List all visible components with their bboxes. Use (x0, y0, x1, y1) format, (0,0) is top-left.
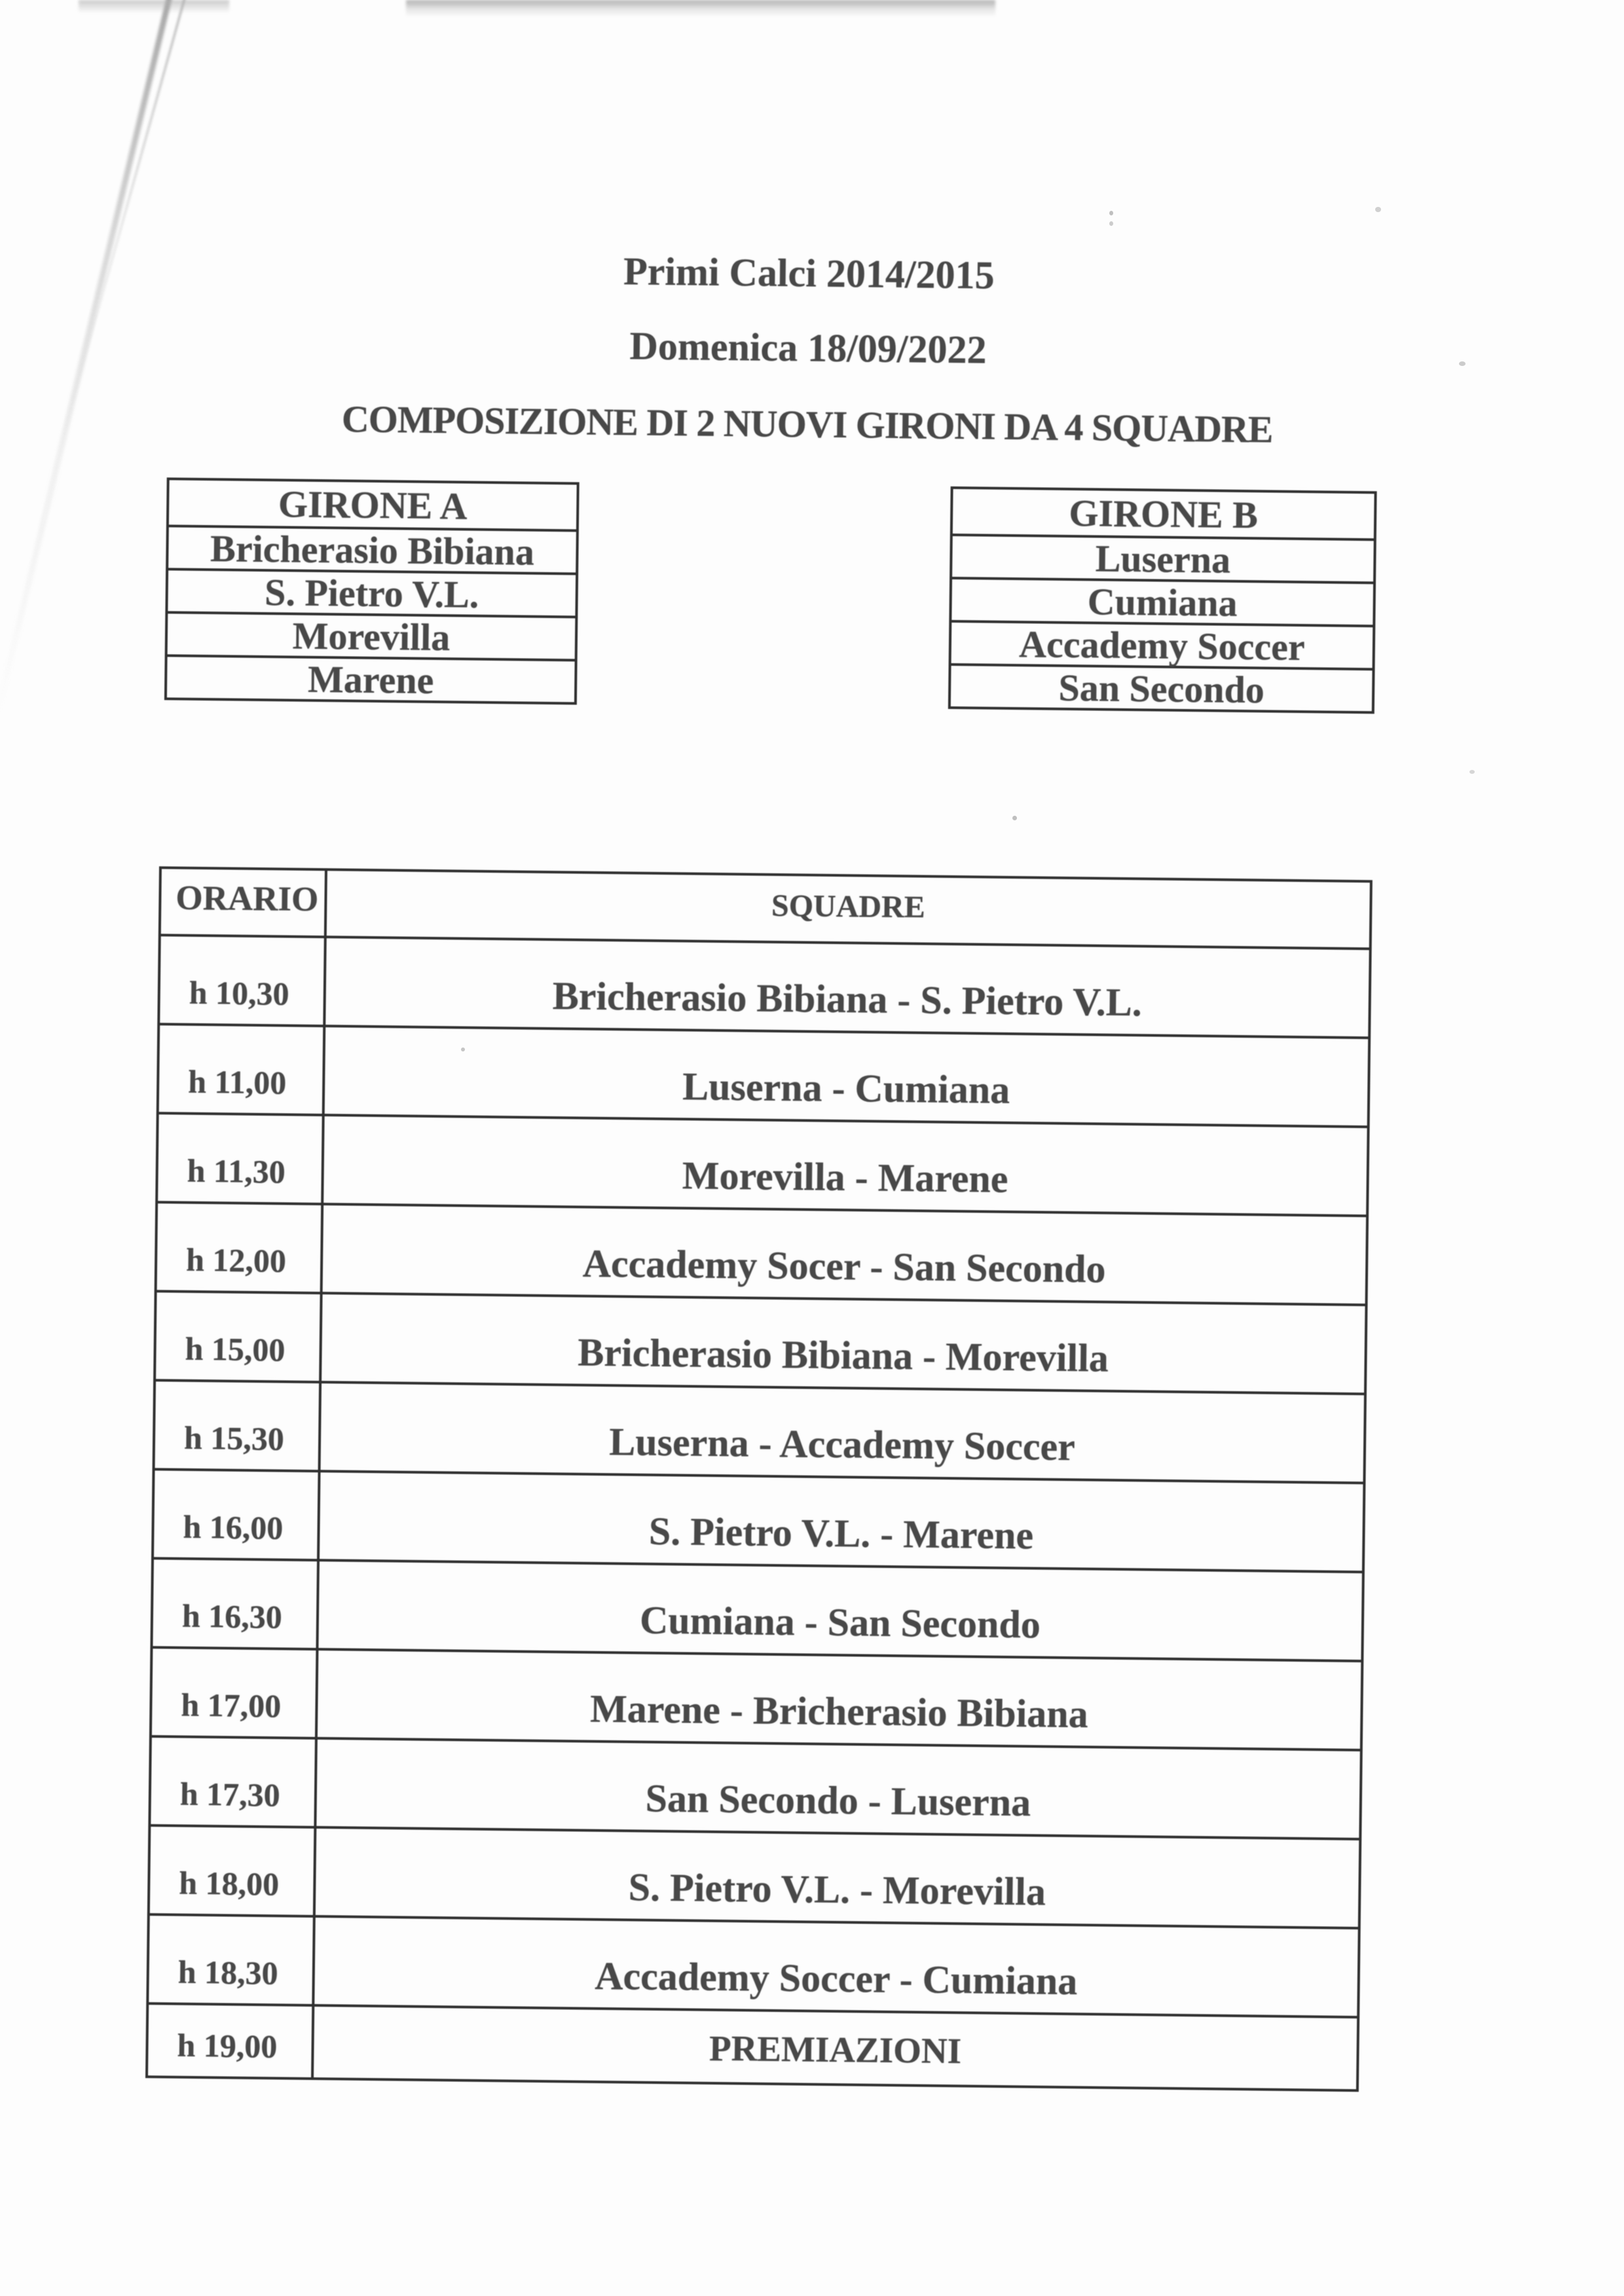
document-subtitle: COMPOSIZIONE DI 2 NUOVI GIRONI DA 4 SQUADRE (341, 397, 1273, 451)
schedule-row (159, 1023, 1368, 1125)
schedule-row (154, 1468, 1363, 1571)
schedule-row (150, 1824, 1359, 1927)
time-cell: h 18,30 (149, 1916, 315, 2004)
match-cell: Marene - Bricherasio Bibiana (589, 1686, 1089, 1736)
team-row: Bricherasio Bibiana (168, 524, 576, 572)
schedule-row (153, 1557, 1361, 1660)
girone-a-header: GIRONE A (278, 483, 468, 528)
team-row: San Secondo (951, 663, 1373, 711)
match-cell: S. Pietro V.L. - Marene (648, 1509, 1034, 1558)
time-cell: h 16,30 (153, 1559, 319, 1648)
girone-b-header: GIRONE B (1069, 491, 1259, 537)
team-row: Morevilla (168, 611, 576, 659)
time-cell: h 15,30 (155, 1381, 322, 1470)
girone-b-table (948, 486, 1377, 714)
time-cell: h 12,00 (157, 1203, 323, 1292)
time-cell: h 11,30 (158, 1114, 324, 1203)
match-cell: Bricherasio Bibiana - S. Pietro V.L. (552, 974, 1143, 1025)
schedule-row (157, 1201, 1366, 1303)
match-cell: San Secondo - Luserna (645, 1776, 1031, 1825)
document-title: Primi Calci 2014/2015 (623, 249, 995, 297)
match-cell: Bricherasio Bibiana - Morevilla (577, 1330, 1109, 1380)
schedule-row (149, 1913, 1357, 2016)
match-cell: Accademy Soccer - Cumiana (594, 1954, 1078, 2003)
girone-a-table (164, 477, 580, 704)
schedule-table (145, 866, 1373, 2092)
match-cell: Luserna - Cumiana (682, 1065, 1010, 1112)
schedule-row (152, 1646, 1361, 1749)
match-cell: S. Pietro V.L. - Morevilla (628, 1865, 1046, 1914)
time-cell: h 15,00 (156, 1292, 322, 1381)
team-row: Cumiana (951, 577, 1373, 625)
squadre-column-header: SQUADRE (771, 888, 926, 925)
team-row: Marene (167, 654, 575, 702)
match-cell: Cumiana - San Secondo (639, 1598, 1041, 1647)
time-cell: h 17,30 (151, 1738, 317, 1826)
schedule-row (151, 1735, 1359, 1838)
match-cell: PREMIAZIONI (709, 2028, 962, 2071)
schedule-row (158, 1112, 1367, 1214)
schedule-row (156, 1290, 1365, 1393)
schedule-header-row (161, 869, 1370, 947)
time-cell: h 18,00 (150, 1827, 316, 1915)
time-cell: h 10,30 (160, 936, 326, 1025)
match-cell: Accademy Socer - San Secondo (582, 1241, 1106, 1291)
schedule-row (155, 1379, 1364, 1482)
document-date: Domenica 18/09/2022 (629, 324, 987, 372)
match-cell: Luserna - Accademy Soccer (608, 1420, 1076, 1469)
time-cell: h 17,00 (152, 1649, 318, 1737)
time-cell: h 19,00 (148, 2005, 314, 2077)
schedule-row (160, 934, 1369, 1036)
orario-column-header: ORARIO (161, 869, 327, 936)
team-row: S. Pietro V.L. (168, 568, 576, 615)
team-row: Luserna (952, 534, 1374, 581)
time-cell: h 16,00 (154, 1470, 320, 1559)
team-row: Accademy Soccer (951, 620, 1373, 668)
schedule-row-premiazioni (148, 2002, 1357, 2089)
time-cell: h 11,00 (159, 1025, 325, 1114)
match-cell: Morevilla - Marene (682, 1154, 1008, 1201)
